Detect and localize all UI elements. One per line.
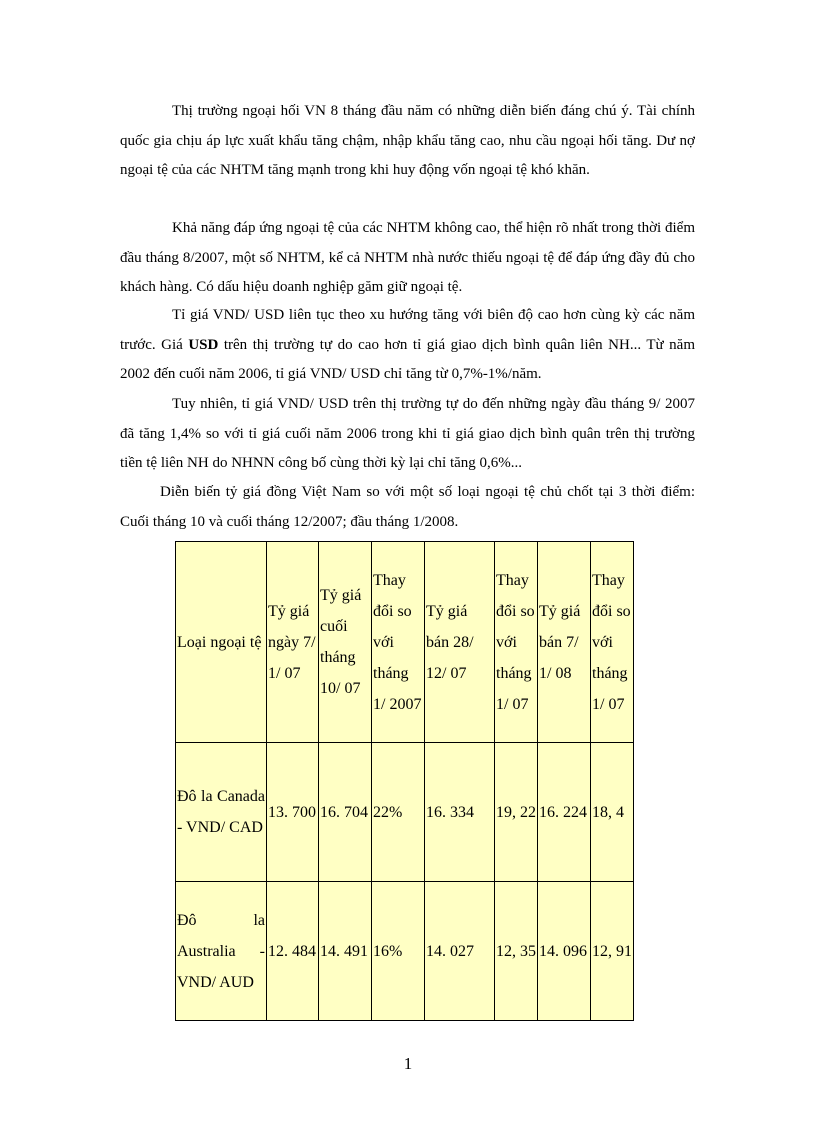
cell-value: 14. 491 (319, 882, 372, 1021)
cell-value: 14. 096 (538, 882, 591, 1021)
cell-value: 18, 4 (591, 743, 634, 882)
exchange-rate-table (175, 541, 634, 1021)
paragraph-text: Tuy nhiên, tỉ giá VND/ USD trên thị trường tự do đến những ngày đầu tháng 9/ 2007 đã tăng 1,4% so với tỉ giá cuối năm 2006 trong khi tỉ giá giao dịch bình quân trên thị trường tiền tệ liên NH do NHNN công bố cùng thời kỳ lại chỉ tăng 0,6%... (120, 396, 695, 471)
table-row (176, 743, 634, 882)
cell-value: 22% (372, 743, 425, 882)
paragraph-text: trên thị trường tự do cao hơn tỉ giá giao dịch bình quân liên NH... Từ năm 2002 đến cuối năm 2006, tỉ giá VND/ USD chỉ tăng từ 0,7%-1%/năm. (120, 336, 695, 382)
header-currency: Loại ngoại tệ (176, 542, 267, 743)
bold-usd: USD (188, 336, 219, 353)
header-rate-oct07: Tỷ giá cuối tháng 10/ 07 (319, 542, 372, 743)
table-header-row (176, 542, 634, 743)
cell-value: 19, 22 (495, 743, 538, 882)
cell-value: 13. 700 (267, 743, 319, 882)
cell-currency: Đô la Australia - VND/ AUD (176, 882, 267, 1021)
paragraph-text: Diễn biến tỷ giá đồng Việt Nam so với một số loại ngoại tệ chủ chốt tại 3 thời điểm: Cuối tháng 10 và cuối tháng 12/2007; đầu tháng 1/2008. (120, 484, 695, 530)
header-change-oct: Thay đổi so với tháng 1/ 2007 (372, 542, 425, 743)
header-change-dec: Thay đổi so với tháng 1/ 07 (495, 542, 538, 743)
cell-value: 16. 704 (319, 743, 372, 882)
paragraph-bank-capacity (120, 214, 695, 303)
header-rate-jan08: Tỷ giá bán 7/ 1/ 08 (538, 542, 591, 743)
paragraph-text: Tỉ giá VND/ USD liên tục theo xu hướng tăng với biên độ cao hơn cùng kỳ các năm trước. Giá (120, 307, 695, 353)
cell-value: 14. 027 (425, 882, 495, 1021)
cell-currency: Đô la Canada - VND/ CAD (176, 743, 267, 882)
cell-value: 12, 91 (591, 882, 634, 1021)
paragraph-usd-rate-trend (120, 301, 695, 390)
header-rate-jan07: Tỷ giá ngày 7/ 1/ 07 (267, 542, 319, 743)
paragraph-text: Thị trường ngoại hối VN 8 tháng đầu năm có những diễn biến đáng chú ý. Tài chính quốc gia chịu áp lực xuất khẩu tăng chậm, nhập khẩu tăng cao, nhu cầu ngoại hối tăng. Dư nợ ngoại tệ của các NHTM tăng mạnh trong khi huy động vốn ngoại tệ khó khăn. (120, 103, 695, 178)
cell-value: 16% (372, 882, 425, 1021)
cell-value: 16. 224 (538, 743, 591, 882)
paragraph-forex-market (120, 97, 695, 186)
header-rate-dec07: Tỷ giá bán 28/ 12/ 07 (425, 542, 495, 743)
cell-value: 16. 334 (425, 743, 495, 882)
cell-value: 12, 35 (495, 882, 538, 1021)
paragraph-table-intro (120, 478, 695, 537)
header-change-jan08: Thay đổi so với tháng 1/ 07 (591, 542, 634, 743)
paragraph-free-market-rate (120, 390, 695, 479)
cell-value: 12. 484 (267, 882, 319, 1021)
page-number: 1 (403, 1054, 413, 1073)
table-row (176, 882, 634, 1021)
paragraph-text: Khả năng đáp ứng ngoại tệ của các NHTM không cao, thể hiện rõ nhất trong thời điểm đầu tháng 8/2007, một số NHTM, kể cả NHTM nhà nước thiếu ngoại tệ để đáp ứng đầy đủ cho khách hàng. Có dấu hiệu doanh nghiệp găm giữ ngoại tệ. (120, 220, 695, 295)
